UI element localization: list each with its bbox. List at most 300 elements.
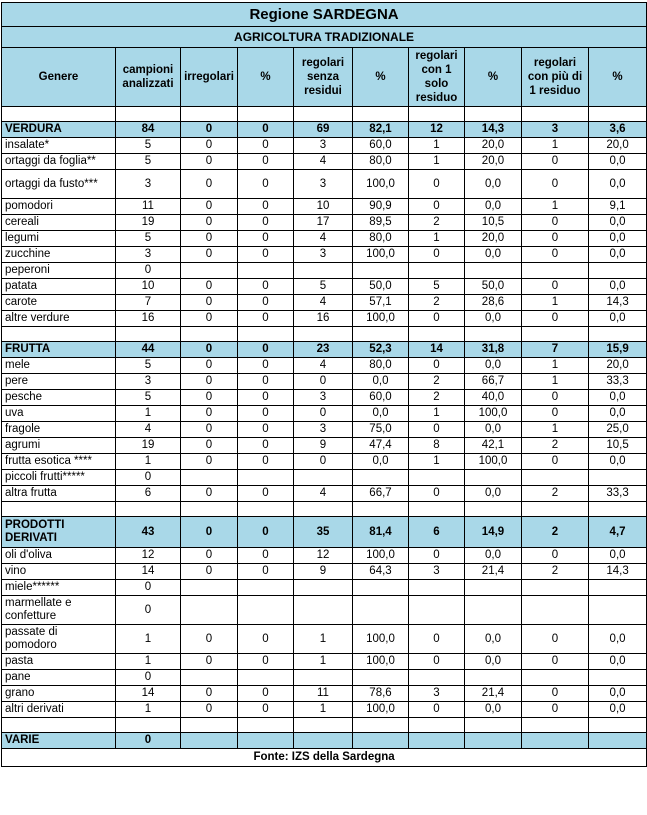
spacer-row: [2, 107, 647, 122]
section-row: [2, 517, 647, 548]
data-cell: 0: [238, 342, 294, 358]
col-irregolari: irregolari: [181, 48, 238, 107]
data-cell: 0: [238, 279, 294, 295]
col-genere: Genere: [2, 48, 116, 107]
data-cell: 0: [238, 422, 294, 438]
data-cell: 0: [522, 154, 589, 170]
col-regolari-1: regolari con 1 solo residuo: [409, 48, 465, 107]
data-cell: 64,3: [353, 564, 409, 580]
empty-cell: [465, 327, 522, 342]
data-cell: 0: [522, 548, 589, 564]
data-cell: 3: [409, 686, 465, 702]
row-label: zucchine: [2, 247, 116, 263]
empty-cell: [589, 327, 647, 342]
data-cell: 0,0: [589, 654, 647, 670]
data-cell: 3: [294, 138, 353, 154]
data-cell: 0,0: [465, 247, 522, 263]
row-label: ortaggi da fusto***: [2, 170, 116, 199]
data-cell: 0: [238, 215, 294, 231]
data-cell: 100,0: [353, 170, 409, 199]
row-label: uva: [2, 406, 116, 422]
data-cell: 47,4: [353, 438, 409, 454]
data-cell: 0,0: [589, 215, 647, 231]
data-cell: 0: [522, 215, 589, 231]
data-cell: [409, 470, 465, 486]
data-cell: 21,4: [465, 564, 522, 580]
data-cell: 0: [238, 374, 294, 390]
data-cell: 0: [181, 702, 238, 718]
table-row: [2, 199, 647, 215]
data-cell: 1: [116, 406, 181, 422]
data-cell: [238, 670, 294, 686]
data-cell: 9: [294, 438, 353, 454]
data-cell: 0: [238, 438, 294, 454]
data-cell: 0: [116, 670, 181, 686]
data-cell: 0: [409, 625, 465, 654]
empty-cell: [116, 327, 181, 342]
data-cell: 6: [409, 517, 465, 548]
data-cell: 0: [409, 170, 465, 199]
data-cell: 0: [522, 702, 589, 718]
data-cell: [409, 580, 465, 596]
data-cell: 0: [181, 199, 238, 215]
data-cell: 0: [181, 138, 238, 154]
data-cell: 0,0: [589, 154, 647, 170]
data-cell: 0,0: [589, 548, 647, 564]
data-cell: 80,0: [353, 358, 409, 374]
data-cell: [238, 470, 294, 486]
data-cell: [589, 263, 647, 279]
data-cell: 17: [294, 215, 353, 231]
empty-cell: [522, 327, 589, 342]
table-row: [2, 702, 647, 718]
data-cell: 12: [294, 548, 353, 564]
row-label: fragole: [2, 422, 116, 438]
data-cell: 3: [116, 247, 181, 263]
data-cell: 3: [294, 170, 353, 199]
row-label: oli d'oliva: [2, 548, 116, 564]
data-cell: 0,0: [353, 406, 409, 422]
data-cell: 0,0: [465, 199, 522, 215]
empty-cell: [522, 107, 589, 122]
data-cell: 0,0: [589, 686, 647, 702]
data-cell: [294, 263, 353, 279]
data-cell: 44: [116, 342, 181, 358]
data-cell: [522, 263, 589, 279]
data-cell: 3: [116, 374, 181, 390]
data-cell: [238, 596, 294, 625]
data-cell: 3,6: [589, 122, 647, 138]
row-label: grano: [2, 686, 116, 702]
data-cell: 4: [294, 358, 353, 374]
data-cell: 50,0: [465, 279, 522, 295]
data-cell: 75,0: [353, 422, 409, 438]
data-cell: 0: [522, 311, 589, 327]
table-row: [2, 470, 647, 486]
data-cell: 0: [116, 470, 181, 486]
data-cell: 0: [238, 686, 294, 702]
section-row: [2, 342, 647, 358]
col-regolari-senza: regolari senza residui: [294, 48, 353, 107]
data-cell: 0,0: [589, 279, 647, 295]
data-cell: 0: [116, 596, 181, 625]
data-cell: 12: [409, 122, 465, 138]
data-cell: 2: [409, 374, 465, 390]
data-cell: 0: [522, 454, 589, 470]
row-label: altri derivati: [2, 702, 116, 718]
data-cell: 0: [181, 654, 238, 670]
data-cell: 0: [522, 625, 589, 654]
data-cell: 60,0: [353, 138, 409, 154]
data-cell: 9: [294, 564, 353, 580]
empty-cell: [2, 327, 116, 342]
data-cell: [353, 580, 409, 596]
data-cell: 33,3: [589, 374, 647, 390]
empty-cell: [116, 718, 181, 733]
data-cell: 81,4: [353, 517, 409, 548]
data-cell: 4: [294, 295, 353, 311]
empty-cell: [116, 502, 181, 517]
data-cell: 9,1: [589, 199, 647, 215]
data-cell: 20,0: [589, 138, 647, 154]
data-cell: 0,0: [589, 454, 647, 470]
data-cell: 14: [409, 342, 465, 358]
col-campioni: campioni analizzati: [116, 48, 181, 107]
data-cell: 0: [181, 406, 238, 422]
data-cell: 2: [409, 295, 465, 311]
data-cell: 31,8: [465, 342, 522, 358]
data-cell: 0: [181, 247, 238, 263]
data-cell: [238, 580, 294, 596]
empty-cell: [181, 107, 238, 122]
empty-cell: [116, 107, 181, 122]
data-cell: 0: [522, 686, 589, 702]
table-row: [2, 654, 647, 670]
data-cell: 14: [116, 564, 181, 580]
row-label: pasta: [2, 654, 116, 670]
data-cell: 14,9: [465, 517, 522, 548]
data-cell: 4,7: [589, 517, 647, 548]
data-cell: 0: [181, 486, 238, 502]
empty-cell: [353, 107, 409, 122]
row-label: marmellate e confetture: [2, 596, 116, 625]
row-label: agrumi: [2, 438, 116, 454]
data-cell: [181, 470, 238, 486]
data-cell: 4: [294, 154, 353, 170]
row-label: vino: [2, 564, 116, 580]
data-cell: 0: [181, 564, 238, 580]
data-cell: 0: [522, 654, 589, 670]
empty-cell: [589, 107, 647, 122]
data-cell: 0: [522, 247, 589, 263]
row-label: patata: [2, 279, 116, 295]
data-cell: 0: [116, 263, 181, 279]
data-cell: 0,0: [465, 311, 522, 327]
data-cell: 0: [181, 311, 238, 327]
table-row: [2, 406, 647, 422]
data-cell: [465, 263, 522, 279]
residue-table: [1, 2, 647, 767]
data-cell: [522, 733, 589, 749]
data-cell: 0: [238, 199, 294, 215]
data-cell: 0: [238, 138, 294, 154]
data-cell: [294, 670, 353, 686]
table-row: [2, 295, 647, 311]
data-cell: 10: [116, 279, 181, 295]
row-label: miele******: [2, 580, 116, 596]
data-cell: 80,0: [353, 231, 409, 247]
section-label: PRODOTTI DERIVATI: [2, 517, 116, 548]
data-cell: 1: [522, 138, 589, 154]
col-pct-irregolari: %: [238, 48, 294, 107]
data-cell: [353, 470, 409, 486]
data-cell: [589, 580, 647, 596]
data-cell: 0: [238, 358, 294, 374]
data-cell: 33,3: [589, 486, 647, 502]
data-cell: 3: [409, 564, 465, 580]
data-cell: 0,0: [465, 486, 522, 502]
spacer-row: [2, 502, 647, 517]
data-cell: [465, 670, 522, 686]
data-cell: 0: [181, 548, 238, 564]
data-cell: 0: [238, 454, 294, 470]
table-row: [2, 486, 647, 502]
table-row: [2, 374, 647, 390]
data-cell: 0: [181, 625, 238, 654]
empty-cell: [522, 718, 589, 733]
data-cell: 1: [522, 199, 589, 215]
data-cell: 82,1: [353, 122, 409, 138]
data-cell: 5: [294, 279, 353, 295]
data-cell: [294, 733, 353, 749]
data-cell: [181, 263, 238, 279]
data-cell: [465, 470, 522, 486]
empty-cell: [2, 107, 116, 122]
data-cell: 0: [238, 564, 294, 580]
data-cell: [522, 596, 589, 625]
data-cell: [181, 670, 238, 686]
data-cell: [409, 733, 465, 749]
empty-cell: [2, 718, 116, 733]
data-cell: [353, 596, 409, 625]
data-cell: 10,5: [589, 438, 647, 454]
data-cell: 100,0: [353, 247, 409, 263]
data-cell: 0: [238, 170, 294, 199]
table-row: [2, 438, 647, 454]
data-cell: 0: [181, 374, 238, 390]
empty-cell: [409, 327, 465, 342]
table-row: [2, 247, 647, 263]
data-cell: [465, 580, 522, 596]
data-cell: [589, 733, 647, 749]
data-cell: [294, 596, 353, 625]
data-cell: 4: [116, 422, 181, 438]
table-row: [2, 170, 647, 199]
table-subtitle: AGRICOLTURA TRADIZIONALE: [2, 27, 647, 48]
data-cell: 0: [181, 279, 238, 295]
data-cell: 5: [116, 358, 181, 374]
data-cell: 0,0: [353, 374, 409, 390]
data-cell: 0: [409, 311, 465, 327]
empty-cell: [353, 327, 409, 342]
data-cell: 3: [294, 422, 353, 438]
table-row: [2, 138, 647, 154]
data-cell: 0: [294, 374, 353, 390]
data-cell: 0,0: [589, 390, 647, 406]
empty-cell: [465, 718, 522, 733]
row-label: peperoni: [2, 263, 116, 279]
data-cell: 100,0: [353, 702, 409, 718]
data-cell: [181, 580, 238, 596]
section-label: VERDURA: [2, 122, 116, 138]
data-cell: 0: [238, 654, 294, 670]
data-cell: 1: [294, 654, 353, 670]
empty-cell: [294, 327, 353, 342]
empty-cell: [409, 107, 465, 122]
empty-cell: [294, 718, 353, 733]
empty-cell: [409, 718, 465, 733]
data-cell: [409, 263, 465, 279]
empty-cell: [465, 107, 522, 122]
table-row: [2, 625, 647, 654]
table-row: [2, 390, 647, 406]
data-cell: [353, 733, 409, 749]
data-cell: 100,0: [353, 548, 409, 564]
row-label: pere: [2, 374, 116, 390]
data-cell: 90,9: [353, 199, 409, 215]
data-cell: 20,0: [589, 358, 647, 374]
data-cell: 0: [238, 702, 294, 718]
data-cell: 0: [409, 358, 465, 374]
data-cell: 57,1: [353, 295, 409, 311]
data-cell: 0: [294, 454, 353, 470]
row-label: frutta esotica ****: [2, 454, 116, 470]
data-cell: 19: [116, 438, 181, 454]
data-cell: 3: [116, 170, 181, 199]
data-cell: 6: [116, 486, 181, 502]
data-cell: 0: [409, 247, 465, 263]
data-cell: 35: [294, 517, 353, 548]
data-cell: 100,0: [353, 654, 409, 670]
col-pct-senza: %: [353, 48, 409, 107]
data-cell: 1: [294, 625, 353, 654]
data-cell: 0: [409, 548, 465, 564]
data-cell: 0: [522, 170, 589, 199]
data-cell: 0: [238, 122, 294, 138]
empty-cell: [238, 327, 294, 342]
empty-cell: [353, 718, 409, 733]
data-cell: 100,0: [465, 406, 522, 422]
data-cell: 5: [116, 390, 181, 406]
data-cell: 21,4: [465, 686, 522, 702]
row-label: insalate*: [2, 138, 116, 154]
data-cell: 66,7: [353, 486, 409, 502]
data-cell: [353, 670, 409, 686]
data-cell: 20,0: [465, 154, 522, 170]
data-cell: 7: [116, 295, 181, 311]
data-cell: 0,0: [589, 406, 647, 422]
data-cell: 100,0: [353, 311, 409, 327]
data-cell: 25,0: [589, 422, 647, 438]
data-cell: 5: [116, 138, 181, 154]
table-row: [2, 580, 647, 596]
data-cell: 0: [522, 231, 589, 247]
data-cell: 0: [181, 686, 238, 702]
data-cell: 0,0: [465, 548, 522, 564]
section-label: VARIE: [2, 733, 116, 749]
empty-cell: [181, 502, 238, 517]
data-cell: 1: [409, 154, 465, 170]
table-row: [2, 670, 647, 686]
row-label: passate di pomodoro: [2, 625, 116, 654]
data-cell: 0: [181, 454, 238, 470]
empty-cell: [294, 502, 353, 517]
data-cell: 0: [181, 517, 238, 548]
section-label: FRUTTA: [2, 342, 116, 358]
table-row: [2, 596, 647, 625]
table-row: [2, 422, 647, 438]
empty-cell: [2, 502, 116, 517]
empty-cell: [238, 718, 294, 733]
data-cell: 14,3: [589, 295, 647, 311]
data-cell: [238, 263, 294, 279]
empty-cell: [522, 502, 589, 517]
data-cell: [294, 580, 353, 596]
data-cell: 0: [409, 654, 465, 670]
data-cell: 16: [116, 311, 181, 327]
table-title: Regione SARDEGNA: [2, 3, 647, 27]
data-cell: 5: [116, 231, 181, 247]
data-cell: 0: [409, 199, 465, 215]
data-cell: 100,0: [465, 454, 522, 470]
column-header-row: [2, 48, 647, 107]
col-pct-piu: %: [589, 48, 647, 107]
row-label: pesche: [2, 390, 116, 406]
data-cell: 40,0: [465, 390, 522, 406]
data-cell: 0: [238, 548, 294, 564]
data-cell: 15,9: [589, 342, 647, 358]
data-cell: [522, 470, 589, 486]
data-cell: 0: [181, 422, 238, 438]
table-row: [2, 154, 647, 170]
table-row: [2, 454, 647, 470]
row-label: legumi: [2, 231, 116, 247]
data-cell: 0,0: [589, 625, 647, 654]
table-row: [2, 215, 647, 231]
data-cell: 1: [409, 406, 465, 422]
data-cell: 1: [522, 374, 589, 390]
data-cell: 0: [181, 390, 238, 406]
data-cell: 1: [409, 138, 465, 154]
data-cell: 0,0: [465, 422, 522, 438]
empty-cell: [294, 107, 353, 122]
data-cell: 20,0: [465, 231, 522, 247]
data-cell: 0: [522, 279, 589, 295]
data-cell: 100,0: [353, 625, 409, 654]
data-cell: [589, 596, 647, 625]
row-label: mele: [2, 358, 116, 374]
data-cell: 89,5: [353, 215, 409, 231]
col-regolari-piu: regolari con più di 1 residuo: [522, 48, 589, 107]
data-cell: 0,0: [465, 702, 522, 718]
data-cell: 0: [181, 438, 238, 454]
empty-cell: [353, 502, 409, 517]
data-cell: [181, 733, 238, 749]
row-label: pane: [2, 670, 116, 686]
data-cell: 0,0: [589, 311, 647, 327]
row-label: ortaggi da foglia**: [2, 154, 116, 170]
data-cell: [294, 470, 353, 486]
